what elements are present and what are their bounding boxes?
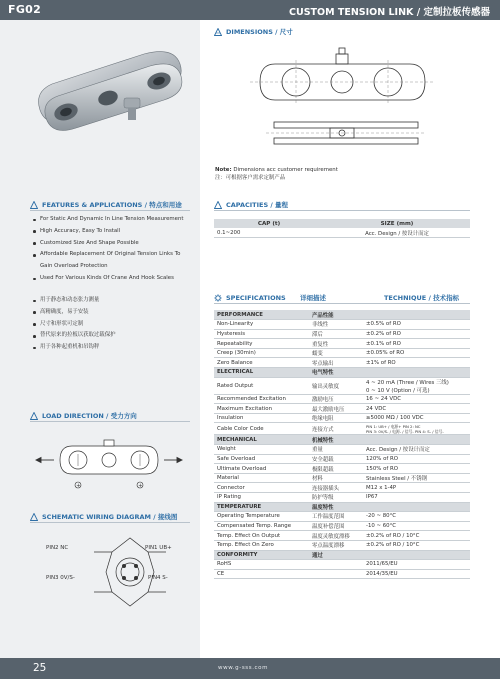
spec-name: Cable Color Code: [214, 423, 309, 435]
spec-name: Creep (30min): [214, 348, 309, 358]
spec-name: PERFORMANCE: [214, 310, 309, 320]
spec-row: [214, 358, 470, 368]
spec-name-cn: [309, 560, 363, 570]
spec-row: [214, 464, 470, 474]
spec-name-cn: 零点输出: [309, 358, 363, 368]
spec-name: Ultimate Overload: [214, 464, 309, 474]
triangle-icon: [214, 201, 222, 209]
triangle-icon: [30, 412, 38, 420]
spec-group-row: [214, 502, 470, 512]
pin4-label: PIN4 S-: [148, 575, 168, 581]
product-photo: [24, 24, 194, 136]
capacities-rule: [214, 210, 470, 211]
spec-value: [363, 377, 470, 394]
features-title: FEATURES & APPLICATIONS / 特点和用途: [42, 201, 182, 209]
spec-name-cn: 极限超载: [309, 464, 363, 474]
spec-row: [214, 473, 470, 483]
spec-row: [214, 329, 470, 339]
feature-item: Customized Size And Shape Possible: [33, 238, 198, 250]
spec-value: 2014/35/EU: [363, 569, 470, 579]
specifications-heading: [214, 293, 470, 302]
spec-name-cn: 温度补偿范围: [309, 521, 363, 531]
cap-header: CAP (t): [214, 219, 324, 228]
wiring-rule: [30, 522, 190, 523]
spec-row: [214, 493, 470, 503]
spec-row: [214, 445, 470, 455]
spec-row: [214, 377, 470, 394]
features-rule: [30, 210, 190, 211]
feature-item-cn: 替代原来的拉板以获取过载保护: [33, 330, 198, 342]
page-title: CUSTOM TENSION LINK / 定制拉板传感器: [289, 7, 490, 18]
spec-row: [214, 348, 470, 358]
spec-value-line: 0 ~ 10 V (Option / 可选): [366, 387, 430, 394]
spec-name-cn: 工作温度范围: [309, 512, 363, 522]
spec-row: [214, 540, 470, 550]
spec-group-row: [214, 368, 470, 378]
spec-name-cn: 连接器插头: [309, 483, 363, 493]
spec-name: CE: [214, 569, 309, 579]
note-cn: 注：可根据客户需求定制产品: [215, 175, 286, 181]
spec-name: Compensated Temp. Range: [214, 521, 309, 531]
spec-value: [363, 435, 470, 445]
spec-value: Acc. Design / 按设计而定: [363, 445, 470, 455]
gear-icon: [214, 294, 222, 302]
spec-name: TEMPERATURE: [214, 502, 309, 512]
spec-name: Repeatability: [214, 339, 309, 349]
features-en-list: [33, 214, 198, 285]
spec-value: [363, 423, 470, 435]
spec-value: ±0.2% of RO / 10°C: [363, 540, 470, 550]
cap-value: 0.1~200: [214, 228, 324, 238]
spec-name: Rated Output: [214, 377, 309, 394]
header-bar: [0, 0, 500, 20]
spec-value: -20 ~ 80°C: [363, 512, 470, 522]
spec-row: [214, 569, 470, 579]
spec-name: RoHS: [214, 560, 309, 570]
feature-item-cn: 高精确度，易于安装: [33, 307, 198, 319]
spec-name-cn: 最大激励电压: [309, 404, 363, 414]
spec-value: [363, 502, 470, 512]
spec-value: 24 VDC: [363, 404, 470, 414]
size-header: SIZE (mm): [324, 219, 470, 228]
spec-value: Stainless Steel / 不锈钢: [363, 473, 470, 483]
spec-name-cn: 温度灵敏度漂移: [309, 531, 363, 541]
capacities-table: [214, 219, 470, 238]
wiring-title: SCHEMATIC WIRING DIAGRAM / 接线图: [42, 513, 178, 521]
spec-name: Connector: [214, 483, 309, 493]
spec-name: Recommended Excitation: [214, 394, 309, 404]
website-link[interactable]: www.g-sss.com: [218, 665, 269, 671]
spec-name-cn: 通过: [309, 550, 363, 560]
spec-value: ±0.1% of RO: [363, 339, 470, 349]
spec-row: [214, 404, 470, 414]
description-title: 详细描述: [300, 294, 326, 302]
spec-row: [214, 320, 470, 330]
feature-item-cn: 用于各种起重机和吊钩秤: [33, 342, 198, 354]
spec-name: Safe Overload: [214, 454, 309, 464]
spec-value-line: PIN 1: UB+ / 电源+ PIN 2: NC: [366, 423, 421, 429]
spec-row: [214, 531, 470, 541]
spec-value: ±0.5% of RO: [363, 320, 470, 330]
spec-name-cn: 安全超载: [309, 454, 363, 464]
dimension-drawing: [230, 42, 460, 164]
triangle-icon: [30, 201, 38, 209]
spec-name-cn: 蠕变: [309, 348, 363, 358]
spec-name: Insulation: [214, 413, 309, 423]
dimension-note: [215, 166, 475, 182]
spec-row: [214, 512, 470, 522]
spec-value: [363, 550, 470, 560]
spec-value: ±0.2% of RO: [363, 329, 470, 339]
spec-name-cn: 绝缘电阻: [309, 413, 363, 423]
spec-name: Operating Temperature: [214, 512, 309, 522]
specifications-title: SPECIFICATIONS: [226, 293, 286, 302]
spec-value: ±1% of RO: [363, 358, 470, 368]
feature-item: For Static And Dynamic In Line Tension Measurement: [33, 214, 198, 226]
spec-name-cn: 输出灵敏度: [309, 377, 363, 394]
spec-name: Non-Linearity: [214, 320, 309, 330]
feature-item: Used For Various Kinds Of Crane And Hook Scales: [33, 273, 198, 285]
specifications-body: [214, 310, 470, 579]
specifications-table: [214, 310, 470, 579]
spec-value: 150% of RO: [363, 464, 470, 474]
spec-name: Temp. Effect On Zero: [214, 540, 309, 550]
spec-name-cn: 滞后: [309, 329, 363, 339]
spec-name-cn: 重复性: [309, 339, 363, 349]
spec-name: CONFORMITY: [214, 550, 309, 560]
spec-name-cn: 零点温度漂移: [309, 540, 363, 550]
load-direction-heading: [30, 411, 137, 420]
load-direction-rule: [30, 421, 190, 422]
spec-row: [214, 394, 470, 404]
spec-name-cn: 激励电压: [309, 394, 363, 404]
plus-mark: +: [76, 482, 81, 489]
pin1-label: PIN1 UB+: [145, 545, 172, 551]
spec-name: ELECTRICAL: [214, 368, 309, 378]
spec-row: [214, 454, 470, 464]
wiring-heading: [30, 512, 177, 521]
spec-name-cn: [309, 569, 363, 579]
spec-name: MECHANICAL: [214, 435, 309, 445]
spec-name: Material: [214, 473, 309, 483]
load-direction-title: LOAD DIRECTION / 受力方向: [42, 412, 137, 420]
spec-name-cn: 重量: [309, 445, 363, 455]
note-label: Note:: [215, 167, 232, 173]
technique-title: TECHNIQUE / 技术指标: [384, 294, 460, 302]
spec-value: ≥5000 MΩ / 100 VDC: [363, 413, 470, 423]
feature-item: High Accuracy, Easy To Install: [33, 226, 198, 238]
dimensions-heading: [214, 27, 293, 36]
spec-name-cn: 产品性能: [309, 310, 363, 320]
product-code: FG02: [8, 3, 42, 16]
pin3-label: PIN3 0V/S-: [46, 575, 75, 581]
features-heading: [30, 200, 182, 209]
spec-name-cn: 非线性: [309, 320, 363, 330]
spec-value: ±0.2% of RO / 10°C: [363, 531, 470, 541]
spec-name: Temp. Effect On Output: [214, 531, 309, 541]
page-number: 25: [33, 662, 47, 674]
spec-value: 16 ~ 24 VDC: [363, 394, 470, 404]
feature-item-cn: 用于静态和动态张力测量: [33, 295, 198, 307]
load-direction-diagram: [34, 432, 184, 502]
triangle-icon: [30, 513, 38, 521]
spec-value-line: PIN 3: 0V/S- / 电源- / 信号- PIN 4: S- / 信号-: [366, 428, 444, 434]
spec-value: [363, 368, 470, 378]
spec-row: [214, 560, 470, 570]
spec-name-cn: 防护等级: [309, 493, 363, 503]
size-value: Acc. Design / 按设计而定: [324, 228, 470, 238]
spec-name-cn: 材料: [309, 473, 363, 483]
spec-name-cn: 连接方式: [309, 423, 363, 435]
spec-group-row: [214, 435, 470, 445]
spec-value: [363, 310, 470, 320]
features-cn-list: [33, 295, 198, 354]
spec-name-cn: 温度特性: [309, 502, 363, 512]
ruler-icon: [214, 28, 222, 36]
capacities-title: CAPACITIES / 量程: [226, 201, 289, 209]
spec-group-row: [214, 550, 470, 560]
spec-name: Zero Balance: [214, 358, 309, 368]
note-en: Dimensions acc customer requirement: [231, 167, 338, 173]
spec-row: [214, 483, 470, 493]
spec-row: [214, 423, 470, 435]
feature-item-cn: 尺寸和形状可定制: [33, 319, 198, 331]
spec-name: Maximum Excitation: [214, 404, 309, 414]
feature-item-cont: Gain Overload Protection: [40, 263, 108, 270]
spec-value: 120% of RO: [363, 454, 470, 464]
plus-mark: +: [138, 482, 143, 489]
spec-row: [214, 521, 470, 531]
spec-row: [214, 413, 470, 423]
spec-name: IP Rating: [214, 493, 309, 503]
capacities-header-row: [214, 219, 470, 228]
spec-row: [214, 339, 470, 349]
spec-value-line: 4 ~ 20 mA (Three / Wires 三线): [366, 379, 449, 386]
footer-bar: [0, 658, 500, 679]
capacities-row: [214, 228, 470, 238]
pin2-label: PIN2 NC: [46, 545, 69, 551]
spec-group-row: [214, 310, 470, 320]
spec-name-cn: 机械特性: [309, 435, 363, 445]
spec-name: Weight: [214, 445, 309, 455]
spec-name-cn: 电气特性: [309, 368, 363, 378]
feature-item: Affordable Replacement Of Original Tension Links To: [33, 249, 198, 261]
spec-value: IP67: [363, 493, 470, 503]
specifications-rule: [214, 303, 470, 304]
dimensions-title: DIMENSIONS / 尺寸: [226, 28, 293, 36]
spec-name: Hysteresis: [214, 329, 309, 339]
capacities-heading: [214, 200, 288, 209]
spec-value: ±0.05% of RO: [363, 348, 470, 358]
spec-value: -10 ~ 60°C: [363, 521, 470, 531]
spec-value: 2011/65/EU: [363, 560, 470, 570]
spec-value: M12 x 1-4P: [363, 483, 470, 493]
